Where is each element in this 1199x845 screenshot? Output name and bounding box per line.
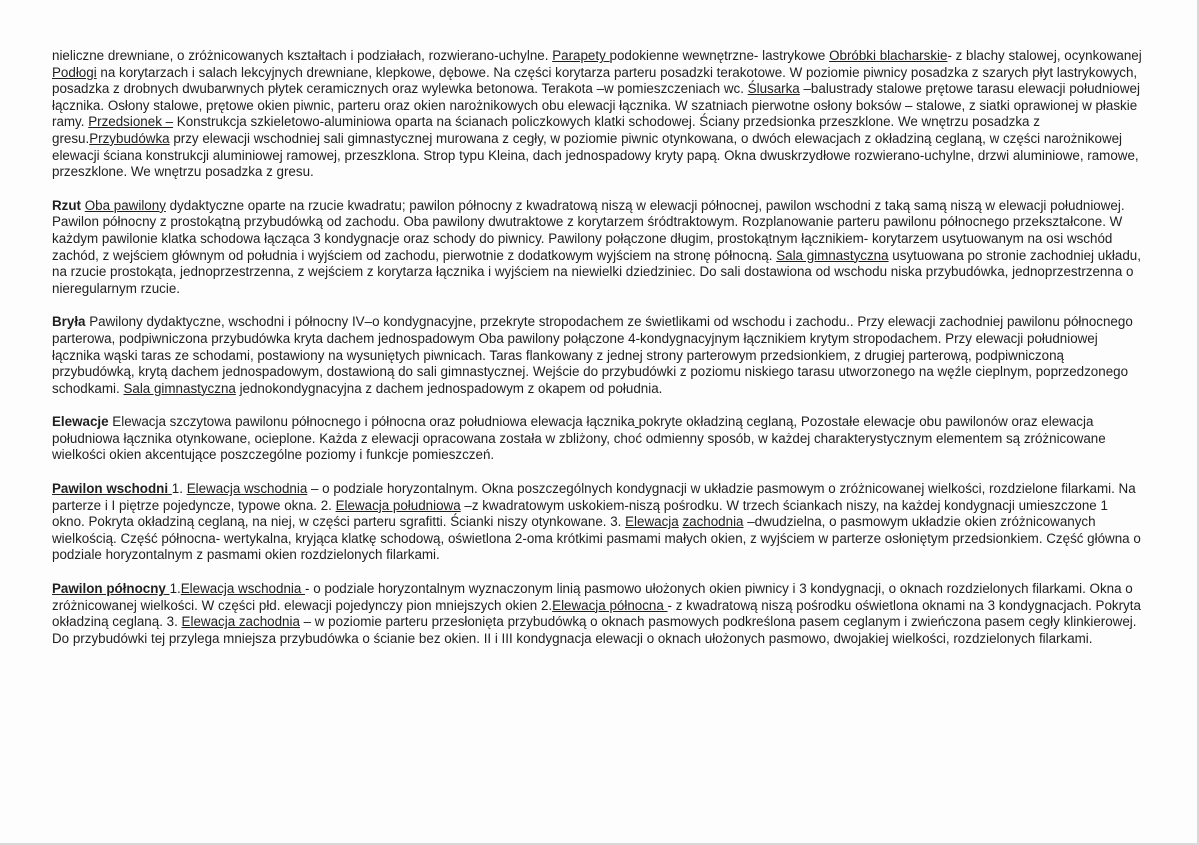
underlined-term: Podłogi [52, 64, 97, 80]
text-run: dydaktyczne oparte na rzucie kwadratu; pawilon północny z kwadratową niszą w elewacji północnej, pawilon wschodni z taką samą niszą w elewacji południowej. Pawilon północny z prostokątną przybudówką od zachodu. Oba pawilony dwutraktowe z korytarzem śródtraktowym. Rozplanowanie parteru pawilonu północnego przekształcone. W każdym pawilonie klatka schodowa łącząca 3 kondygnacje oraz schody do piwnicy. Pawilony połączone długim, prostokątnym łącznikiem- korytarzem usytuowanym na osi wschód zachód, z wejściem głównym od południa i wyjściem od zachodu, pierwotnie z dodatkowym wyjściem na stronę północną. [52, 197, 1125, 263]
text-run: jednokondygnacyjna z dachem jednospadowym z okapem od południa. [235, 380, 663, 396]
text-run: 1. [169, 581, 181, 597]
underlined-term: Elewacja południowa [335, 497, 461, 513]
underlined-term: Sala gimnastyczna [123, 380, 236, 396]
text-run: 1. [171, 481, 187, 497]
paragraph-pawilon-wschodni [52, 481, 1142, 564]
underlined-term: Elewacja wschodnia [180, 581, 306, 597]
text-run: –dwudzielna, o pasmowym układzie okien zróżnicowanych wielkością. Część północna- wertykalna, kryjąca klatkę schodową, oświetlona 2-oma krótkimi pasmami małych okien, z wyjściem w parterze osłoniętym przedsionkiem. Część główna o podziale horyzontalnym z pasmami okien rozdzielonych filarkami. [52, 514, 1141, 563]
paragraph-finishes [52, 48, 1142, 181]
text-run: na korytarzach i salach lekcyjnych drewniane, klepkowe, dębowe. Na części korytarza parteru posadzki terakotowe. W poziomie piwnicy posadzka z szarych płyt lastrykowych, posadzka z drobnych dwubarwnych płytek ceramicznych oraz wylewka betonowa. Terakota –w pomieszczeniach wc. [52, 64, 1138, 97]
text-run: - o podziale horyzontalnym wyznaczonym linią pasmowo ułożonych okien piwnicy i 3 kondygnacji, o oknach rozdzielonych filarkami. Okna o zróżnicowanej wielkości. W części płd. elewacji pojedynczy pion mniejszych okien 2. [52, 581, 1133, 613]
text-run: Pawilony dydaktyczne, wschodni i północny IV–o kondygnacyjne, przekryte stropodachem ze świetlikami od wschodu i zachodu.. Przy elewacji zachodniej pawilonu północnego parterowa, podpiwniczona przybudówka kryta dachem jednospadowym Oba pawilony połączone 4-kondygnacyjnym łącznikiem krytym stropodachem. Przy elewacji południowej łącznika wąski taras ze schodami, postawiony na wysuniętych piwnicach. Taras flankowany z jednej strony parterowym przedsionkiem, z drugiej parterową, podpiwniczoną przybudówką, krytą dachem jednospadowym, dostawioną do sali gimnastycznej. Wejście do przybudówki z poziomu niskiego tarasu utworzonego na węźle cieplnym, poprzedzonego schodkami. [52, 314, 1133, 396]
text-run: usytuowana po stronie zachodniej układu, na rzucie prostokąta, jednoprzestrzenna, z wejściem z korytarza łącznika i wyjściem na niewielki dziedziniec. Do sali dostawiona od wschodu niska przybudówka, jednoprzestrzenna o nieregularnym rzucie. [52, 247, 1141, 296]
underlined-term: Elewacja północna [552, 597, 668, 613]
text-run: nieliczne drewniane, o zróżnicowanych kształtach i podziałach, rozwierano-uchylne. [52, 48, 553, 63]
text-run: pokryte okładziną ceglaną, Pozostałe elewacje obu pawilonów oraz elewacja południowa łącznika otynkowane, ocieplone. Każda z elewacji opracowana została w zbliżony, choć odmienny sposób, w każdej charakterystycznym elementem są zróżnicowane wielkości okien akcentujące poszczególne poziomy i funkcje pomieszczeń. [52, 414, 1106, 463]
paragraph-rzut [52, 198, 1142, 298]
underlined-term: Ślusarka [747, 81, 800, 97]
underlined-term: Elewacja [625, 514, 679, 530]
underlined-term: Parapety [552, 48, 610, 63]
underlined-term: Przybudówka [89, 130, 170, 146]
section-heading: Bryła [52, 314, 86, 330]
text-run: - z blachy stalowej, ocynkowanej [947, 48, 1142, 63]
text-run: – o podziale horyzontalnym. Okna poszczególnych kondygnacji w układzie pasmowym o zróżnicowanej wielkości, rozdzielone filarkami. Na parterze i I piętrze pojedyncze, typowe okna. 2. [52, 481, 1136, 513]
text-run: Konstrukcja szkieletowo-aluminiowa oparta na ścianach policzkowych klatki schodowej. Ściany przedsionka przeszklone. We wnętrzu posadzka z gresu. [52, 114, 1040, 146]
section-heading: Pawilon wschodni [52, 481, 172, 497]
section-heading: Rzut [52, 197, 82, 213]
paragraph-pawilon-polnocny [52, 581, 1142, 647]
text-run: przy elewacji wschodniej sali gimnastycznej murowana z cegły, w poziomie piwnic otynkowana, o dwóch elewacjach z okładziną ceglaną, w części narożnikowej elewacji ściana konstrukcji aluminiowej ramowej, przeszklona. Strop typu Kleina, dach jednospadowy kryty papą. Okna dwuskrzydłowe rozwierano-uchylne, drzwi aluminiowe, ramowe, przeszklone. We wnętrzu posadzka z gresu. [52, 130, 1139, 180]
text-run: –z kwadratowym uskokiem-niszą pośrodku. W trzech ściankach niszy, na każdej kondygnacji umieszczone 1 okno. Pokryta okładziną ceglaną, na niej, w części parteru sgrafitti. Ścianki niszy otynkowane. 3. [52, 497, 1108, 530]
underlined-term: Sala gimnastyczna [776, 247, 889, 263]
text-run: – w poziomie parteru przesłonięta przybudówką o oknach pasmowych podkreślona pasem ceglanym i zwieńczona pasem cegły klinkierowej. Do przybudówki tej przylega mniejsza przybudówka o ścianie bez okien. II i III kondygnacja elewacji o oknach ułożonych pasmowo, dwojakiej wielkości, rozdzielonych filarkami. [52, 614, 1137, 646]
underlined-term: Obróbki blacharskie [829, 48, 948, 63]
underlined-term: Przedsionek – [88, 114, 174, 130]
section-heading: Elewacje [52, 414, 109, 430]
underlined-term: zachodnia [682, 514, 744, 530]
underlined-term: Elewacja zachodnia [181, 614, 300, 630]
text-run: Elewacja szczytowa pawilonu północnego i północna oraz południowa elewacja łącznika [108, 414, 635, 430]
text-run: –balustrady stalowe prętowe tarasu elewacji południowej łącznika. Osłony stalowe, prętowe okien piwnic, parteru oraz okien narożnikowych obu elewacji łącznika. W szatniach pierwotne osłony boksów – stalowe, z siatki oprawionej w płaskie ramy. [52, 81, 1140, 130]
section-heading: Pawilon północny [52, 581, 170, 597]
paragraph-elewacje [52, 414, 1142, 464]
document-body [52, 48, 1142, 664]
underlined-term: Oba pawilony [84, 197, 166, 213]
text-run: - z kwadratową niszą pośrodku oświetlona oknami na 3 kondygnacjach. Pokryta okładziną ceglaną. 3. [52, 597, 1141, 630]
paragraph-bryla [52, 314, 1142, 397]
text-run: podokienne wewnętrzne- lastrykowe [609, 48, 830, 63]
underlined-term: Elewacja wschodnia [186, 481, 308, 497]
